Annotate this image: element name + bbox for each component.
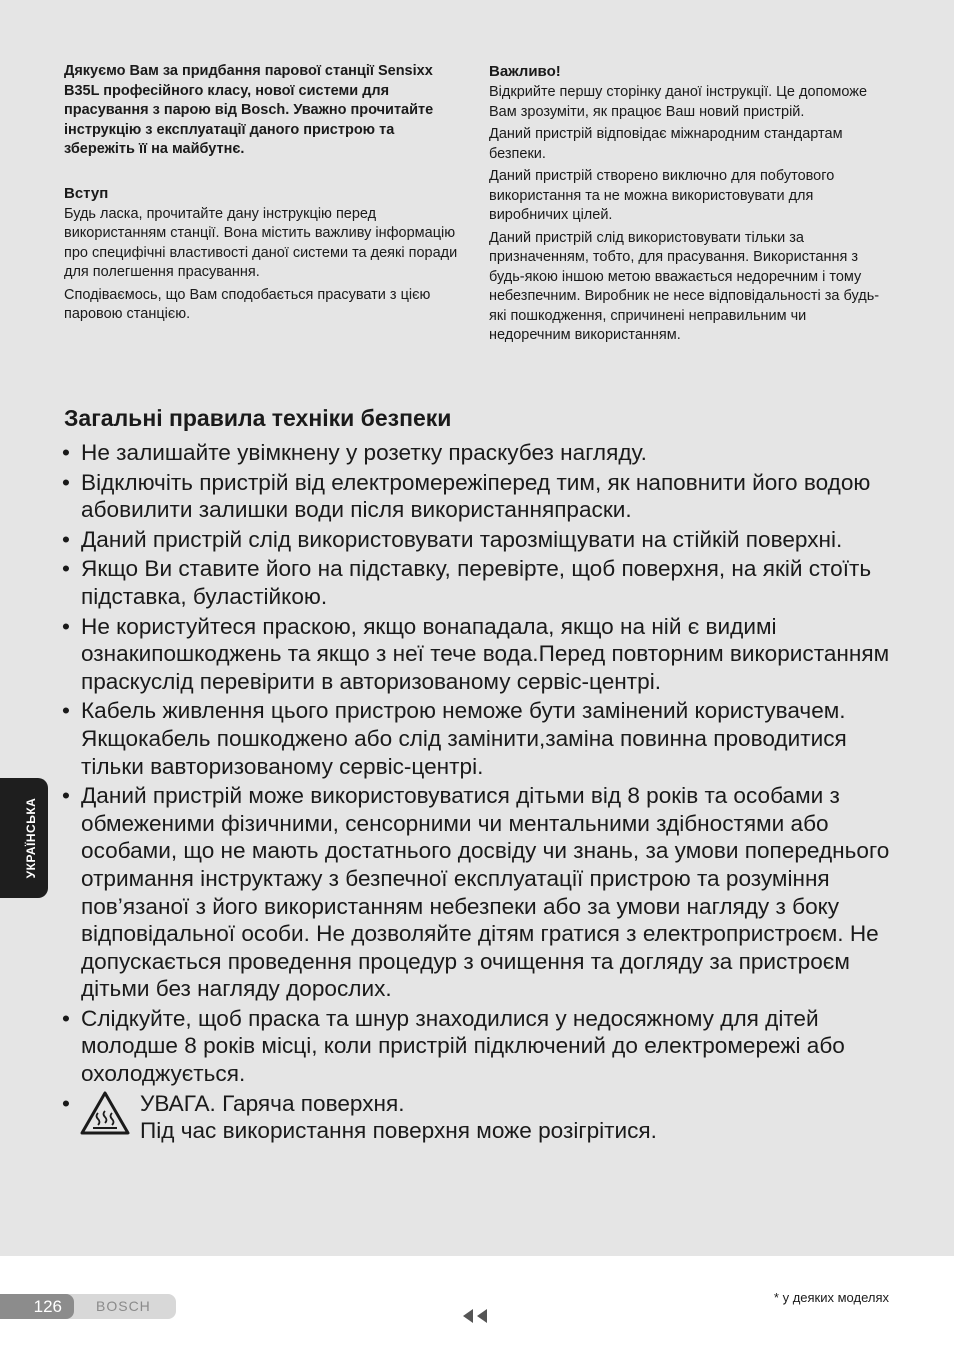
bullet-mark: • [62,526,70,552]
safety-rule [62,697,900,780]
safety-rule [62,526,900,554]
safety-rule [62,613,900,696]
bullet-mark: • [62,469,70,495]
bullet-mark: • [62,1005,70,1031]
safety-rule [62,555,900,610]
safety-rule [62,782,900,1003]
safety-rule-text: Не залишайте увімкнену у розетку праскубез нагляду. [81,440,647,465]
bullet-mark: • [62,1090,70,1116]
important-paragraph-4: Даний пристрій слід використовувати тільки за призначенням, тобто, для прасування. Використання з будь-якою іншою метою вважається недоречним і тому небезпечним. Виробник не несе відповідальності за будь-які пошкодження, спричинені неправильним чи недоречним використанням. [489,229,880,343]
safety-rule [62,1005,900,1088]
safety-rule-text: Якщо Ви ставите його на підставку, перевірте, щоб поверхня, на якій стоїть підставка, буластійкою. [81,556,872,609]
safety-rules-list [62,439,900,1148]
intro-paragraph-1: Будь ласка, прочитайте дану інструкцію перед використанням станції. Вона містить важливу інформацію про специфічні властивості даної системи та деякі поради для полегшення прасування. [64,205,458,280]
bullet-mark: • [62,698,70,724]
safety-rule-text: Даний пристрій слід використовувати тарозміщувати на стійкій поверхні. [81,526,843,552]
language-label: УКРАЇНСЬКА [24,797,38,879]
safety-rule [62,439,900,467]
important-heading: Важливо! [489,63,561,80]
warning-line-2: Під час використання поверхня може розігрітися. [140,1118,657,1144]
important-column [489,62,889,346]
safety-rule-text: Не користуйтеся праскою, якщо вонападала, якщо на ній є видимі ознакипошкоджень та якщо з неї тече вода.Перед повторним використанням праскуслід перевірити в авторизованому сервіс-центрі. [81,613,890,694]
bullet-mark: • [62,783,70,809]
intro-heading: Вступ [64,184,109,202]
bullet-mark: • [62,440,70,465]
brand-name: BOSCH [96,1298,151,1314]
hot-surface-warning [62,1090,900,1146]
safety-rule-text: Даний пристрій може використовуватися дітьми від 8 років та особами з обмеженими фізичними, сенсорними чи ментальними здібностями або особами, що не мають достатнього досвіду чи знань, за умови попереднього отримання інструктажу з безпечної експлуатації пристрою та розуміння пов’язаної з його використанням небезпеки або за умови нагляду з боку відповідальної особи. Не дозволяйте дітям гратися з електропристроєм. Не допускається проведення процедур з очищення та догляду за пристроєм дітьми без нагляду дорослих. [81,783,890,1002]
safety-rule-text: Слідкуйте, щоб праска та шнур знаходилися у недосяжному для дітей молодше 8 років місці, коли пристрій підключений до електромережі або охолоджується. [81,1005,845,1087]
page-number: 126 [33,1297,62,1316]
safety-rule-text: Кабель живлення цього пристрою неможе бути замінений користувачем. Якщокабель пошкоджено або слід замінити,заміна повинна проводитися тільки вавторизованому сервіс-центрі. [81,698,847,779]
warning-line-1: УВАГА. Гаряча поверхня. [140,1090,405,1116]
bullet-mark: • [62,556,70,582]
double-arrow-left-icon[interactable] [462,1308,490,1324]
bullet-mark: • [62,613,70,639]
intro-column [64,62,464,325]
intro-paragraph-2: Сподіваємось, що Вам сподобається прасувати з цією паровою станцією. [64,286,431,322]
important-paragraph-1: Відкрийте першу сторінку даної інструкції. Це допоможе Вам зрозуміти, як працює Ваш новий пристрій. [489,84,868,120]
intro-thanks-text: Дякуємо Вам за придбання парової станції Sensixx B35L професійного класу, нової системи для прасування з парою від Bosch. Уважно прочитайте інструкцію з експлуатації даного пристрою та збережіть її на майбутнє. [64,63,434,157]
footnote: * у деяких моделях [773,1290,889,1305]
hot-surface-warning-icon [79,1090,131,1136]
important-paragraph-2: Даний пристрій відповідає міжнародним стандартам безпеки. [489,126,843,162]
safety-rule [62,469,900,524]
important-paragraph-3: Даний пристрій створено виключно для побутового використання та не можна використовувати для виробничих цілей. [489,168,835,223]
safety-rule-text: Відключіть пристрій від електромережіперед тим, як наповнити його водою абовилити залишки води після використанняпраски. [81,469,871,523]
safety-section-title: Загальні правила техніки безпеки [64,405,452,431]
